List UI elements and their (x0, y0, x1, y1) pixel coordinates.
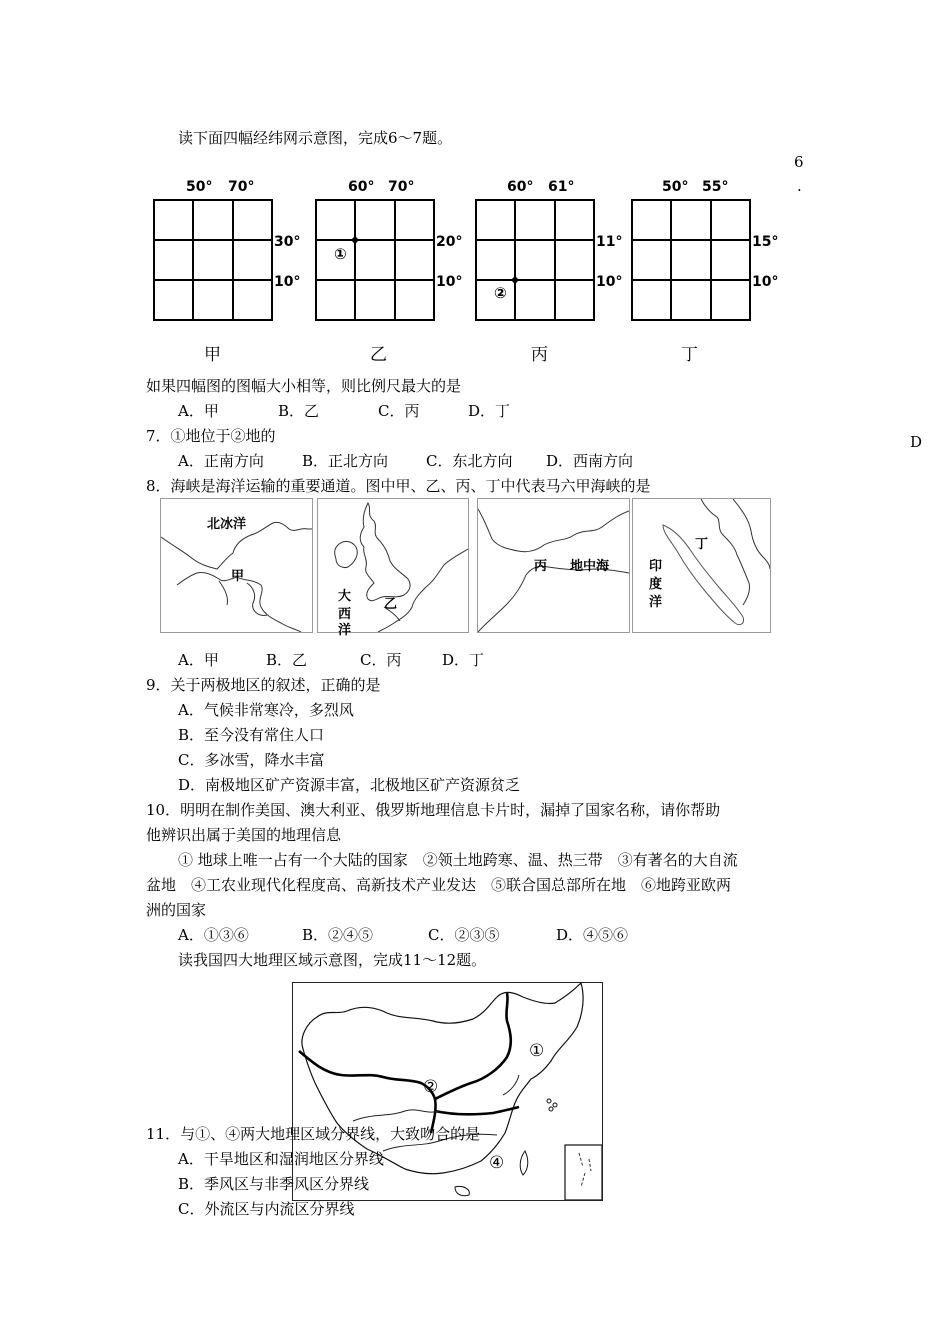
q7-stem: 7．①地位于②地的 (146, 427, 276, 445)
grid-lat-label: 10° (596, 274, 623, 290)
q10-stem-1: 10．明明在制作美国、澳大利亚、俄罗斯地理信息卡片时，漏掉了国家名称，请你帮助 (146, 801, 721, 819)
grid-lat-label: 10° (274, 274, 301, 290)
label-ding: 丁 (695, 537, 709, 552)
label-jia: 甲 (231, 569, 245, 584)
strait-map-ding (632, 498, 771, 633)
grid-lat-label: 20° (436, 234, 463, 250)
label-indian-2: 度 (649, 577, 663, 592)
q11-stem: 11．与①、④两大地理区域分界线，大致吻合的是 (146, 1125, 481, 1143)
label-arctic-ocean: 北冰洋 (207, 517, 247, 532)
option: D．④⑤⑥ (556, 926, 629, 944)
point-2-label: ② (494, 284, 507, 302)
option: A．甲 (178, 651, 219, 669)
label-mediterranean: 地中海 (570, 559, 610, 574)
q10-info-1: ① 地球上唯一占有一个大陆的国家 ②领土地跨寒、温、热三带 ③有著名的大自流 (178, 851, 738, 869)
strait-map-jia (160, 498, 313, 633)
q9-option-c: C．多冰雪，降水丰富 (178, 751, 325, 769)
point-1-label: ① (334, 245, 347, 263)
grid-lat-label: 11° (596, 234, 623, 250)
option: D．丁 (442, 651, 485, 669)
grid-bing (472, 172, 632, 366)
region-4-label: ④ (489, 1153, 505, 1173)
strait-map-yi (317, 498, 469, 638)
grid-caption-yi: 乙 (370, 345, 387, 365)
grid-caption-bing: 丙 (531, 345, 548, 365)
grid-lon-label: 60° (507, 179, 534, 195)
region-1-label: ① (529, 1041, 545, 1061)
q8-stem: 8．海峡是海洋运输的重要通道。图中甲、乙、丙、丁中代表马六甲海峡的是 (146, 477, 651, 495)
option: A．①③⑥ (178, 926, 249, 944)
q9-stem: 9．关于两极地区的叙述，正确的是 (146, 676, 381, 694)
q11-option-b: B．季风区与非季风区分界线 (178, 1175, 370, 1193)
grid-lat-label: 10° (752, 274, 779, 290)
option: B．正北方向 (302, 452, 389, 470)
label-yi: 乙 (384, 597, 398, 612)
grid-jia (150, 172, 310, 366)
option: A．甲 (178, 402, 219, 420)
option: D．丁 (468, 402, 511, 420)
region-2-label: ② (423, 1077, 439, 1097)
label-indian-1: 印 (649, 559, 663, 574)
grid-lat-label: 30° (274, 234, 301, 250)
intro-11-12: 读我国四大地理区域示意图，完成11～12题。 (178, 951, 487, 969)
grid-lon-label: 70° (388, 179, 415, 195)
grid-ding (628, 172, 788, 366)
q10-options (178, 925, 628, 945)
option: B．乙 (278, 402, 320, 420)
q6-stem: 如果四幅图的图幅大小相等，则比例尺最大的是 (146, 377, 462, 395)
option: B．②④⑤ (302, 926, 374, 944)
option: C．丙 (360, 651, 402, 669)
q9-option-a: A．气候非常寒冷，多烈风 (178, 701, 354, 719)
margin-dot: . (797, 177, 802, 195)
q6-options (178, 401, 510, 421)
grid-lat-label: 15° (752, 234, 779, 250)
grid-lon-label: 55° (702, 179, 729, 195)
grid-lon-label: 70° (228, 179, 255, 195)
option: B．乙 (266, 651, 308, 669)
grid-lon-label: 50° (662, 179, 689, 195)
q8-options (178, 650, 484, 670)
q11-option-c: C．外流区与内流区分界线 (178, 1200, 355, 1218)
option: C．丙 (378, 402, 420, 420)
grid-caption-jia: 甲 (204, 345, 221, 365)
q11-option-a: A．干旱地区和湿润地区分界线 (178, 1150, 384, 1168)
option: A．正南方向 (178, 452, 264, 470)
option: C．东北方向 (426, 452, 513, 470)
q10-info-3: 洲的国家 (146, 901, 207, 919)
label-atlantic-1: 大 (338, 589, 352, 604)
q9-option-d: D．南极地区矿产资源丰富，北极地区矿产资源贫乏 (178, 776, 521, 794)
label-bing: 丙 (534, 559, 548, 574)
grid-lat-label: 10° (436, 274, 463, 290)
label-atlantic-2: 西 (338, 607, 352, 622)
q7-options (178, 451, 633, 471)
option: D．西南方向 (546, 452, 634, 470)
grid-lon-label: 61° (548, 179, 575, 195)
grid-yi (312, 172, 472, 366)
option: C．②③⑤ (428, 926, 500, 944)
strait-map-bing (477, 498, 630, 633)
label-atlantic-3: 洋 (338, 623, 352, 638)
grid-caption-ding: 丁 (681, 345, 698, 365)
margin-number: 6 (794, 153, 804, 171)
margin-letter: D (910, 433, 923, 451)
grid-lon-label: 60° (348, 179, 375, 195)
label-indian-3: 洋 (649, 595, 663, 610)
intro-6-7: 读下面四幅经纬网示意图，完成6～7题。 (178, 129, 453, 147)
q10-stem-2: 他辨识出属于美国的地理信息 (146, 826, 342, 844)
q10-info-2: 盆地 ④工农业现代化程度高、高新技术产业发达 ⑤联合国总部所在地 ⑥地跨亚欧两 (146, 876, 732, 894)
q9-option-b: B．至今没有常住人口 (178, 726, 325, 744)
grid-lon-label: 50° (186, 179, 213, 195)
